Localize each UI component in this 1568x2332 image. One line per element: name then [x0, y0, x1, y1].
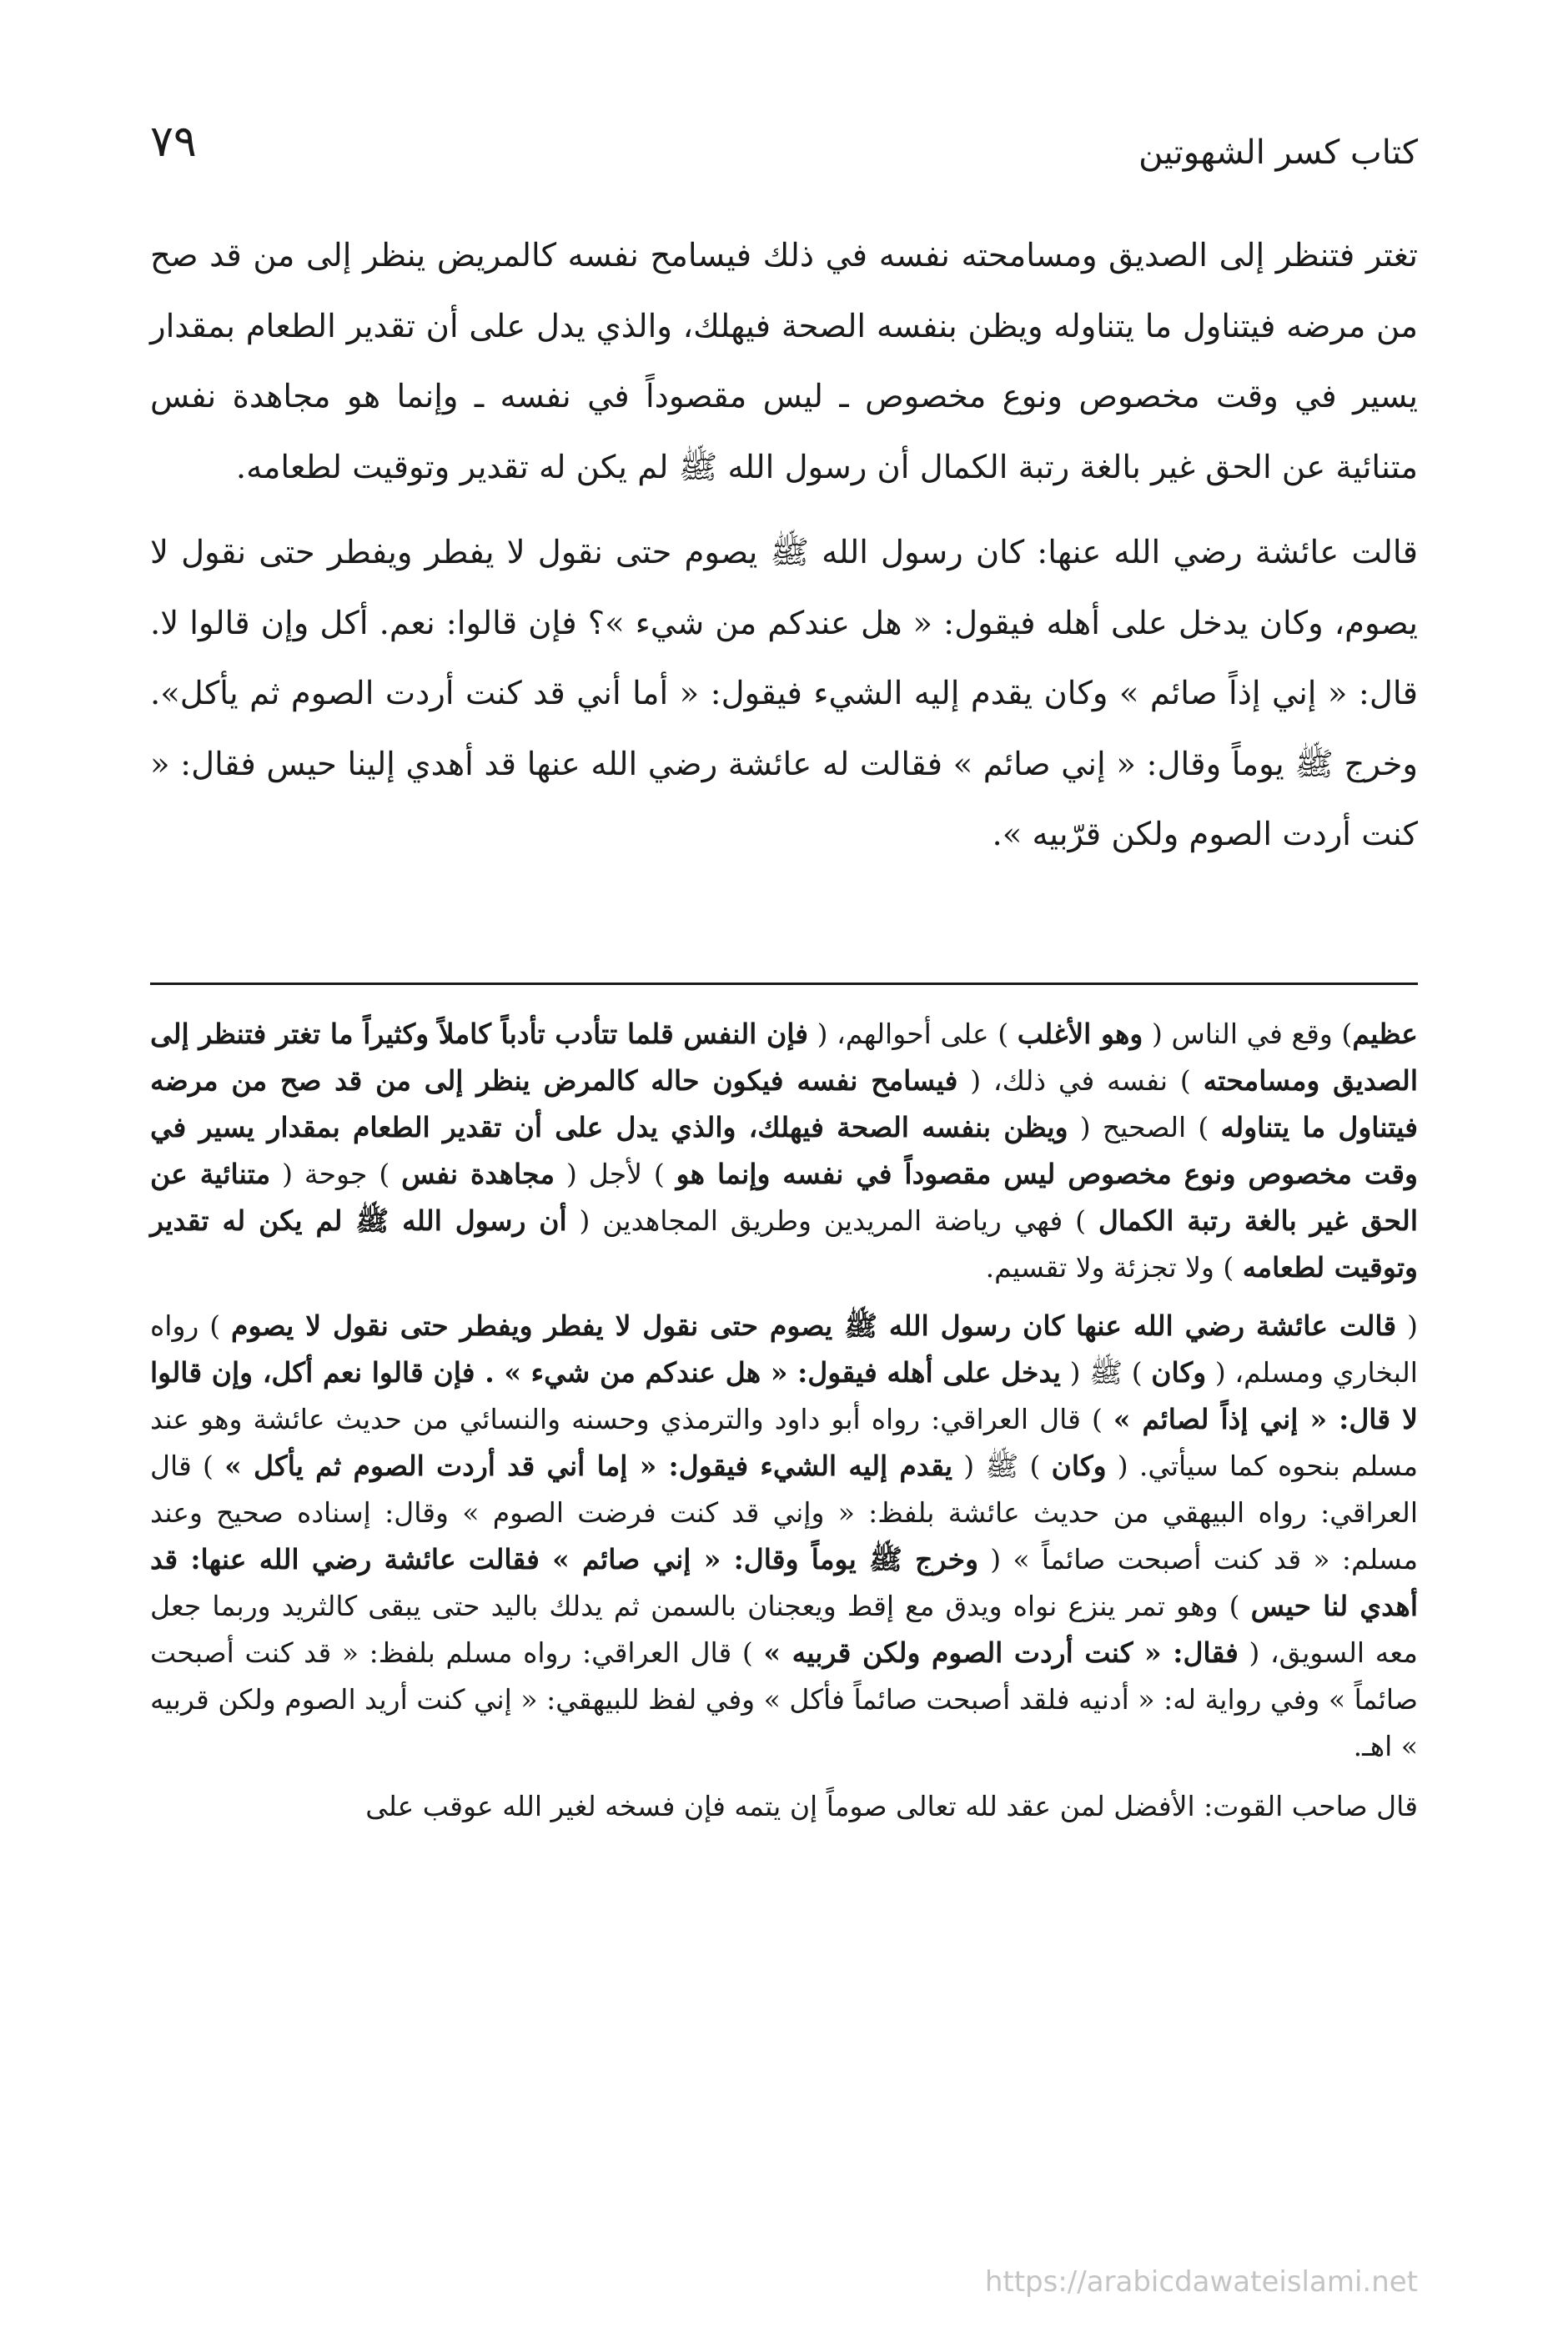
commentary-sharh-segment: ) رواه البخاري ومسلم، (	[150, 1309, 1418, 1389]
commentary-matn-segment: متنائية عن الحق غير بالغة رتبة الكمال	[150, 1158, 1418, 1237]
commentary-matn-segment: فيسامح نفسه فيكون حاله كالمرض ينظر إلى من قد صح من مرضه فيتناول ما يتناوله	[150, 1064, 1418, 1143]
commentary-matn-segment: وكان	[1051, 1450, 1107, 1482]
commentary-matn-segment: يدخل على أهله فيقول: « هل عندكم من شيء » . فإن قالوا نعم أكل، وإن قالوا لا قال: « إني إذاً لصائم »	[150, 1356, 1418, 1435]
commentary-sharh-segment: ) ولا تجزئة ولا تقسيم.	[985, 1251, 1243, 1284]
main-paragraph-2: قالت عائشة رضي الله عنها: كان رسول الله ﷺ يصوم حتى نقول لا يفطر ويفطر حتى نقول لا يصوم، وكان يدخل على أهله فيقول: « هل عندكم من شيء »؟ فإن قالوا: نعم. أكل وإن قالوا لا. قال: « إني إذاً صائم » وكان يقدم إليه الشيء فيقول: « أما أني قد كنت أردت الصوم ثم يأكل». وخرج ﷺ يوماً وقال: « إني صائم » فقالت له عائشة رضي الله عنها قد أهدي إلينا حيس فقال: « كنت أردت الصوم ولكن قرّبيه ».	[150, 534, 1418, 853]
commentary-matn-segment: وخرج ﷺ يوماً وقال: « إني صائم » فقالت عائشة رضي الله عنها: قد أهدي لنا حيس	[150, 1543, 1418, 1622]
commentary-matn-segment: فإن النفس قلما تتأدب تأدباً كاملاً وكثيراً ما تغتر فتنظر إلى الصديق ومسامحته	[150, 1018, 1418, 1097]
commentary-matn-segment: أن رسول الله ﷺ لم يكن له تقدير وتوقيت لطعامه	[150, 1204, 1418, 1284]
commentary-matn-segment: ويظن بنفسه الصحة فيهلك، والذي يدل على أن تقدير الطعام بمقدار يسير في وقت مخصوص ونوع مخصوص ليس مقصوداً في نفسه وإنما هو	[150, 1111, 1418, 1190]
commentary-matn-segment: يقدم إليه الشيء فيقول: « إما أني قد أردت الصوم ثم يأكل »	[224, 1450, 953, 1482]
commentary-matn-segment: وكان	[1151, 1356, 1207, 1389]
commentary-sharh-segment: ) الصحيح (	[1068, 1111, 1221, 1143]
commentary-sharh-segment: ) قال العراقي: رواه البيهقي من حديث عائشة بلفظ: « وإني قد كنت فرضت الصوم » وقال: إسناده صحيح وعند مسلم: « قد كنت أصبحت صائماً » (	[150, 1450, 1418, 1576]
commentary-sharh-segment: ) نفسه في ذلك، (	[957, 1064, 1204, 1097]
footnote-divider	[150, 983, 1418, 985]
commentary-sharh-segment: ) جوحة (	[270, 1158, 402, 1190]
commentary-sharh-segment: ) قال العراقي: رواه مسلم بلفظ: « قد كنت أصبحت صائماً » وفي رواية له: « أدنيه فلقد أصبحت صائماً فأكل » وفي لفظ للبيهقي: « إني كنت أريد الصوم ولكن قربيه » اهـ.	[150, 1636, 1418, 1762]
commentary-matn-segment: قالت عائشة رضي الله عنها كان رسول الله ﷺ يصوم حتى نقول لا يفطر ويفطر حتى نقول لا يصوم	[231, 1309, 1397, 1342]
commentary-matn-segment: مجاهدة نفس	[401, 1158, 555, 1190]
watermark-url: https://arabicdawateislami.net	[984, 2265, 1418, 2299]
commentary-matn-segment: وهو الأغلب	[1017, 1018, 1143, 1050]
commentary-matn-segment: عظيم	[1352, 1018, 1418, 1050]
page-number: ٧٩	[150, 117, 197, 167]
commentary-paragraph-3: قال صاحب القوت: الأفضل لمن عقد لله تعالى صوماً إن يتمه فإن فسخه لغير الله عوقب على	[365, 1790, 1418, 1822]
commentary-matn-segment: فقال: « كنت أردت الصوم ولكن قربيه »	[763, 1636, 1239, 1669]
commentary-sharh-segment: ) وقع في الناس (	[1143, 1018, 1353, 1050]
commentary-paragraph-2	[150, 1303, 1418, 1770]
commentary-sharh-segment: ) ﷺ (	[952, 1450, 1052, 1482]
commentary-sharh-segment: ) وهو تمر ينزع نواه ويدق مع إقط ويعجنان بالسمن ثم يدلك باليد حتى يبقى كالثريد وربما جعل معه السويق، (	[150, 1590, 1418, 1669]
commentary-sharh-segment: ) قال العراقي: رواه أبو داود والترمذي وحسنه والنسائي من حديث عائشة وهو عند مسلم بنحوه كما سيأتي. (	[150, 1403, 1418, 1482]
page-header	[150, 117, 1418, 192]
main-text	[150, 221, 1418, 871]
commentary-sharh-segment: ) على أحوالهم، (	[808, 1018, 1018, 1050]
running-title: كتاب كسر الشهوتين	[1138, 133, 1418, 172]
commentary-sharh-segment: (	[1396, 1309, 1419, 1342]
main-paragraph-1: تغتر فتنظر إلى الصديق ومسامحته نفسه في ذلك فيسامح نفسه كالمريض ينظر إلى من قد صح من مرضه فيتناول ما يتناوله ويظن بنفسه الصحة فيهلك، والذي يدل على أن تقدير الطعام بمقدار يسير في وقت مخصوص ونوع مخصوص ـ ليس مقصوداً في نفسه ـ وإنما هو مجاهدة نفس متنائية عن الحق غير بالغة رتبة الكمال أن رسول الله ﷺ لم يكن له تقدير وتوقيت لطعامه.	[150, 237, 1418, 486]
commentary-sharh-segment: ) لأجل (	[555, 1158, 676, 1190]
commentary-text	[150, 1011, 1418, 1830]
commentary-paragraph-1	[150, 1011, 1418, 1291]
commentary-sharh-segment: ) فهي رياضة المريدين وطريق المجاهدين (	[566, 1204, 1098, 1237]
commentary-sharh-segment: ) ﷺ (	[1060, 1356, 1152, 1389]
